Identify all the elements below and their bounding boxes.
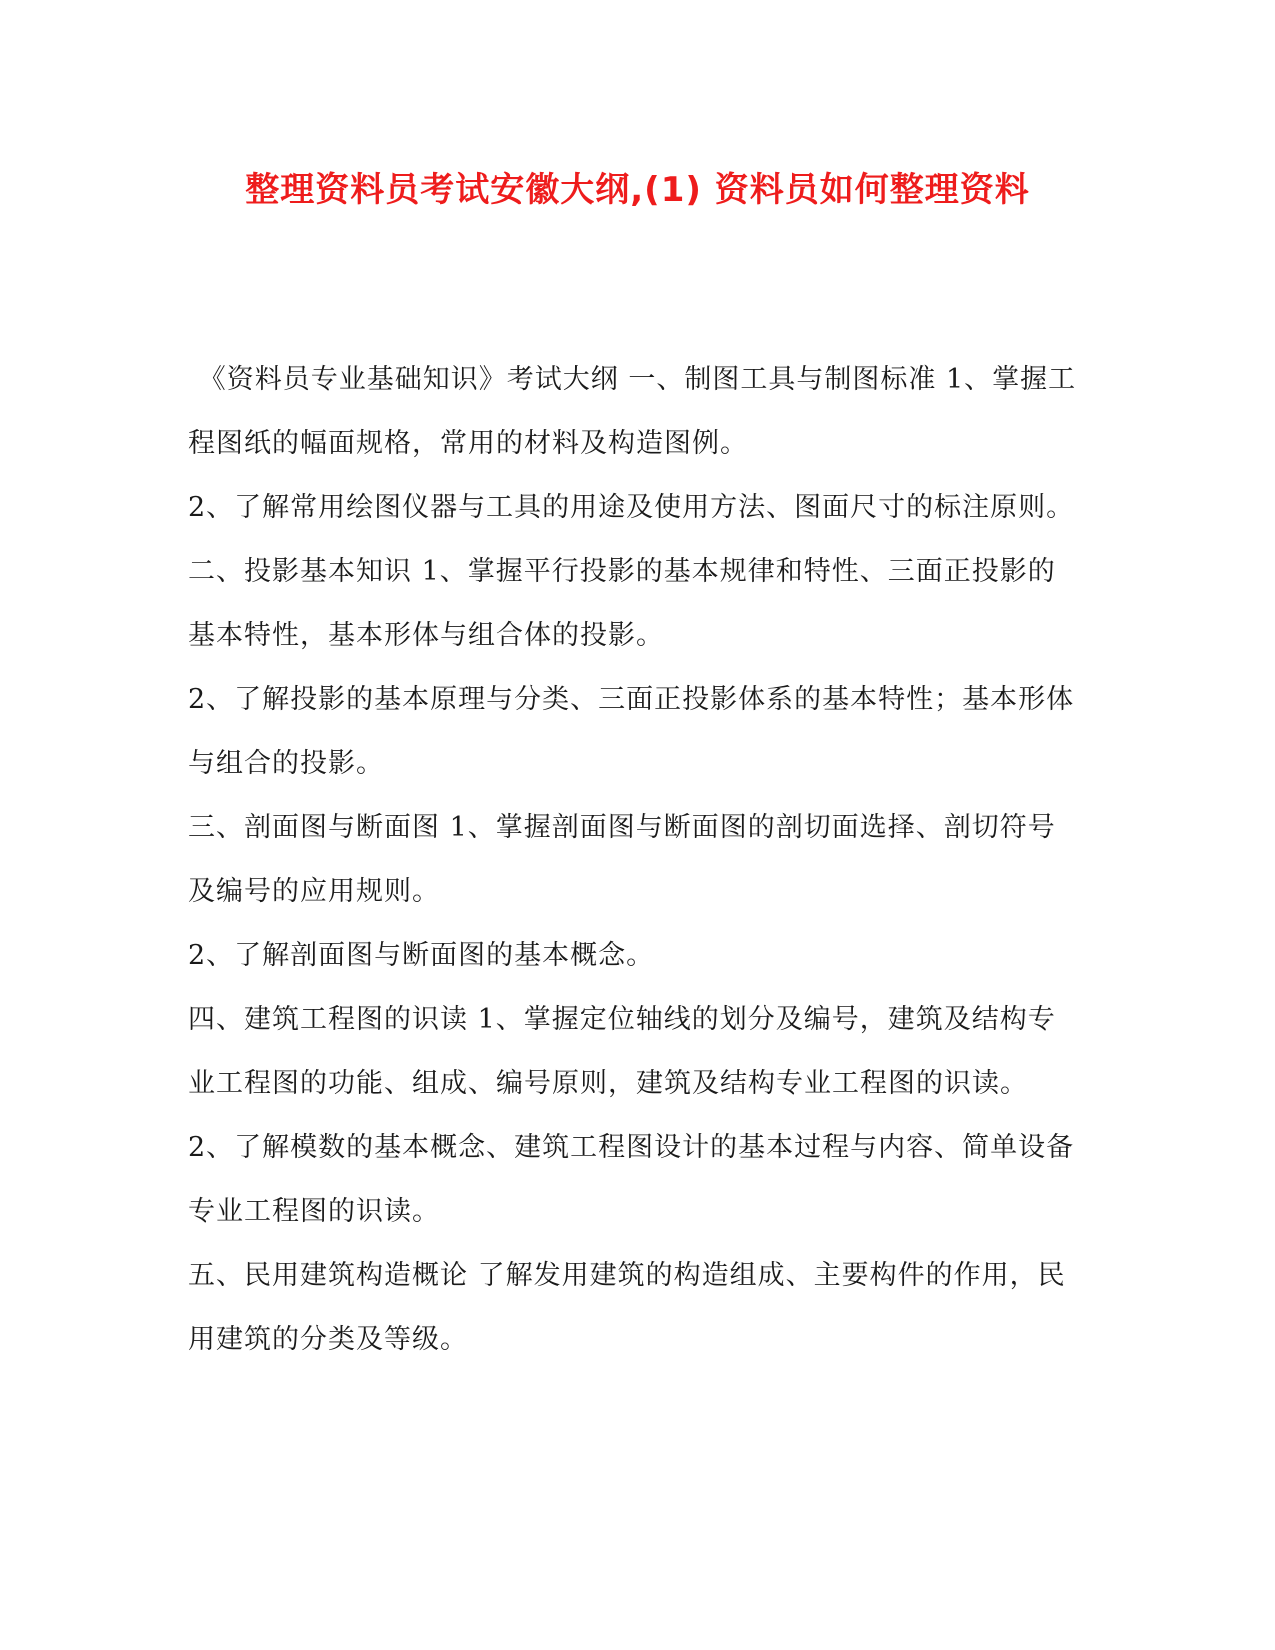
paragraph-civil-construction: 五、民用建筑构造概论 了解发用建筑的构造组成、主要构件的作用，民用建筑的分类及等级。 [188,1260,1066,1355]
paragraph-drawing-tools-2: 2、了解常用绘图仪器与工具的用途及使用方法、图面尺寸的标注原则。 [188,492,1075,523]
paragraph-drawing-reading-2: 2、了解模数的基本概念、建筑工程图设计的基本过程与内容、简单设备专业工程图的识读。 [188,1132,1075,1227]
paragraph-projection-basics-1: 二、投影基本知识 1、掌握平行投影的基本规律和特性、三面正投影的基本特性，基本形体与组合体的投影。 [188,556,1056,651]
document-title: 整理资料员考试安徽大纲,(1) 资料员如何整理资料 [245,170,1030,210]
paragraph-projection-basics-2: 2、了解投影的基本原理与分类、三面正投影体系的基本特性；基本形体与组合的投影。 [188,684,1075,779]
paragraph-section-views-2: 2、了解剖面图与断面图的基本概念。 [188,940,655,971]
paragraph-exam-outline-intro: 《资料员专业基础知识》考试大纲 一、制图工具与制图标准 1、掌握工程图纸的幅面规格，常用的材料及构造图例。 [188,364,1077,459]
document-body [188,348,1078,1372]
paragraph-section-views-1: 三、剖面图与断面图 1、掌握剖面图与断面图的剖切面选择、剖切符号及编号的应用规则。 [188,812,1056,907]
paragraph-drawing-reading-1: 四、建筑工程图的识读 1、掌握定位轴线的划分及编号，建筑及结构专业工程图的功能、组成、编号原则，建筑及结构专业工程图的识读。 [188,1004,1056,1099]
